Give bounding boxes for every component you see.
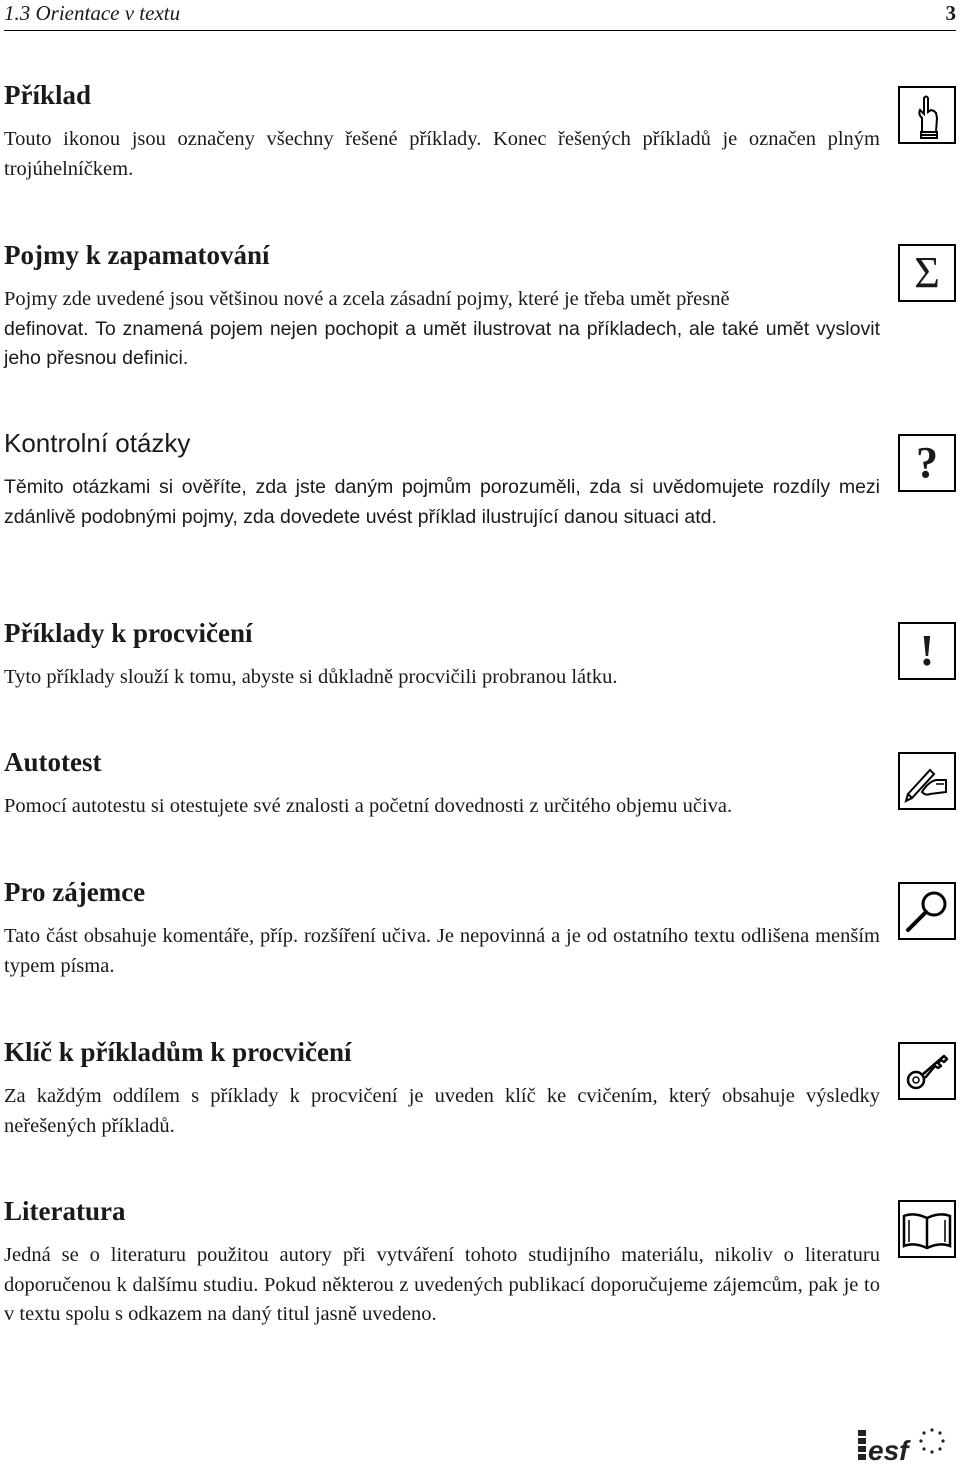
question-glyph: ? <box>916 438 938 487</box>
esf-eu-logo-icon <box>856 1424 948 1464</box>
writing-hand-icon <box>898 752 956 810</box>
section-title: Literatura <box>4 1196 126 1226</box>
section-text: Pomocí autotestu si otestujete své znalosti a početní dovednosti z určitého objemu učiva. <box>4 795 733 817</box>
section-text: Touto ikonou jsou označeny všechny řešené příklady. Konec řešených příkladů je označen plným trojúhelníčkem. <box>4 128 880 180</box>
running-header-title: 1.3 Orientace v textu <box>4 1 181 25</box>
esf-logo-text: esf <box>868 1435 909 1464</box>
book-icon <box>898 1200 956 1258</box>
section-klic <box>4 1035 880 1141</box>
section-kontrolni-otazky <box>4 426 880 532</box>
section-title: Pojmy k zapamatování <box>4 240 270 270</box>
section-text: Jedná se o literaturu použitou autory při vytváření tohoto studijního materiálu, nikoliv o literaturu doporučenou k dalšímu studiu. Pokud některou z uvedených publikací doporučujeme zájemcům, pak je to v textu spolu s odkazem na daný titul jasně uvedeno. <box>4 1244 880 1325</box>
section-text-line-1: Pojmy zde uvedené jsou většinou nové a zcela zásadní pojmy, které je třeba umět přesně <box>4 288 730 310</box>
running-header <box>4 0 956 31</box>
section-title: Kontrolní otázky <box>4 428 191 458</box>
section-title: Příklady k procvičení <box>4 618 253 648</box>
section-text: Těmito otázkami si ověříte, zda jste daným pojmům porozuměli, zda si uvědomujete rozdíly mezi zdánlivě podobnými pojmy, zda dovedete uvést příklad ilustrující danou situaci atd. <box>4 476 880 528</box>
key-icon <box>898 1042 956 1100</box>
section-literatura <box>4 1194 880 1330</box>
section-pojmy <box>4 238 880 374</box>
pointing-hand-icon <box>898 86 956 144</box>
section-text: Tyto příklady slouží k tomu, abyste si důkladně procvičili probranou látku. <box>4 666 618 688</box>
exclamation-mark-icon <box>898 622 956 680</box>
section-priklady-k-procviceni <box>4 616 880 693</box>
page-number: 3 <box>945 1 956 25</box>
section-title: Klíč k příkladům k procvičení <box>4 1037 352 1067</box>
sigma-glyph: Σ <box>914 248 940 297</box>
section-priklad <box>4 78 880 184</box>
section-title: Příklad <box>4 80 92 110</box>
section-pro-zajemce <box>4 875 880 981</box>
section-text: Za každým oddílem s příklady k procvičení je uveden klíč ke cvičením, který obsahuje výsledky neřešených příkladů. <box>4 1085 880 1137</box>
exclamation-glyph: ! <box>919 626 935 675</box>
section-text-line-2: definovat. To znamená pojem nejen pochopit a umět ilustrovat na příkladech, ale také umět vyslovit jeho přesnou definici. <box>4 317 880 369</box>
question-mark-icon <box>898 434 956 492</box>
section-title: Pro zájemce <box>4 877 146 907</box>
section-autotest <box>4 745 880 822</box>
section-text: Tato část obsahuje komentáře, příp. rozšíření učiva. Je nepovinná a je od ostatního textu odlišena menším typem písma. <box>4 925 880 977</box>
sigma-icon <box>898 244 956 302</box>
magnifier-icon <box>898 882 956 940</box>
section-title: Autotest <box>4 747 102 777</box>
